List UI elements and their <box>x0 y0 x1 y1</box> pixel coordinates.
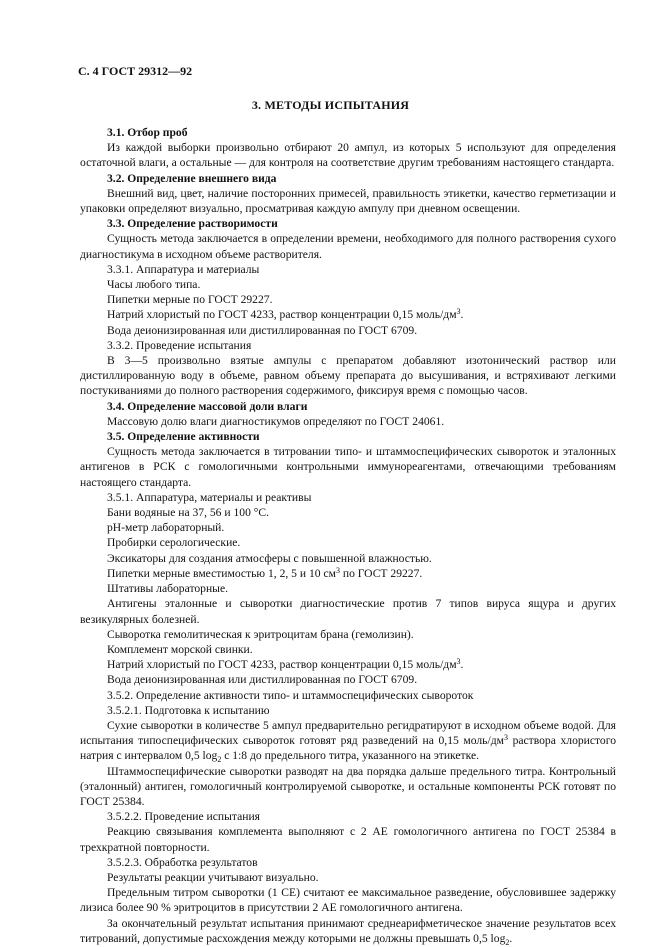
list-item: Эксикаторы для создания атмосферы с повышенной влажностью. <box>107 551 432 565</box>
section-title: 3. МЕТОДЫ ИСПЫТАНИЯ <box>251 98 410 112</box>
clause-heading: 3.5.2.1. Подготовка к испытанию <box>107 703 270 717</box>
list-item: Комплемент морской свинки. <box>107 642 253 656</box>
paragraph-procedure: Реакцию связывания комплемента выполняют с 2 АЕ гомологичного антигена по ГОСТ 25384 в трехкратной повторности. <box>80 825 616 854</box>
list-item: Вода деионизированная или дистиллированная по ГОСТ 6709. <box>107 323 418 337</box>
subsection-heading-appearance: 3.2. Определение внешнего вида <box>107 171 277 185</box>
paragraph-moisture: Массовую долю влаги диагностикумов определяют по ГОСТ 24061. <box>107 414 445 428</box>
paragraph-solubility-method: Сущность метода заключается в определении времени, необходимого для полного растворения сухого диагностикума в исходном объеме растворителя. <box>80 232 616 261</box>
document-body <box>80 125 616 946</box>
page-header: С. 4 ГОСТ 29312—92 <box>78 64 193 78</box>
list-item: Часы любого типа. <box>107 278 201 292</box>
clause-heading: 3.5.2.2. Проведение испытания <box>107 810 260 824</box>
clause-heading: 3.3.2. Проведение испытания <box>107 338 252 352</box>
paragraph-preparation: Сухие сыворотки в количестве 5 ампул предварительно регидратируют в исходном объеме водой. Для испытания типоспецифических сывороток готовят ряд разведений на 0,15 моль/$дм^3$ раствора хлористого натрия с интервалом 0,5 $\log_2 с$ 1:8 до предельного титра, указанного на этикетке. <box>80 718 616 765</box>
list-item: Пробирки серологические. <box>107 536 241 550</box>
paragraph-titer-definition: Предельным титром сыворотки (1 СЕ) считают ее максимальное разведение, обусловившее задержку лизиса более 90 % эритроцитов в присутствии 2 АЕ гомологичного антигена. <box>80 886 616 915</box>
paragraph-results: Результаты реакции учитывают визуально. <box>107 870 319 884</box>
clause-heading: 3.5.2.3. Обработка результатов <box>107 855 258 869</box>
subsection-heading-moisture: 3.4. Определение массовой доли влаги <box>107 399 308 413</box>
subsection-heading-sampling: 3.1. Отбор проб <box>107 126 188 139</box>
clause-heading: 3.5.2. Определение активности типо- и штаммоспецифических сывороток <box>107 688 474 702</box>
list-item: Натрий хлористый по ГОСТ 4233, раствор концентрации 0,15 моль/$дм^3$. <box>107 657 464 672</box>
paragraph-final-result: За окончательный результат испытания принимают среднеарифметическое значение результатов всех титрований, допустимые расхождения между которыми не должны превышать 0,5 $\log_2$. <box>80 916 616 947</box>
list-item: Штативы лабораторные. <box>107 582 228 596</box>
clause-heading: 3.5.1. Аппаратура, материалы и реактивы <box>107 490 312 504</box>
list-item: Антигены эталонные и сыворотки диагностические против 7 типов вируса ящура и других везикулярных болезней. <box>80 597 616 626</box>
list-item: Пипетки мерные вместимостью 1, 2, 5 и 10 $см^3$ по ГОСТ 29227. <box>107 565 423 580</box>
list-item: Вода деионизированная или дистиллированная по ГОСТ 6709. <box>107 673 418 687</box>
paragraph-solubility-procedure: В 3—5 произвольно взятые ампулы с препаратом добавляют изотонический раствор или дистиллированную воду в объеме, равном объему препарата до высушивания, и встряхивают легкими постукиваниями до полного растворения содержимого, фиксируя время с помощью часов. <box>80 354 616 398</box>
subsection-heading-activity: 3.5. Определение активности <box>107 430 260 444</box>
subsection-heading-solubility: 3.3. Определение растворимости <box>107 217 278 231</box>
paragraph-strain-dilution: Штаммоспецифические сыворотки разводят на два порядка дальше предельного титра. Контрольный (эталонный) антиген, гомологичный контролируемой сыворотке, и остальные компоненты РСК готовят по ГОСТ 25384. <box>80 764 616 808</box>
list-item: Бани водяные на 37, 56 и 100 °С. <box>107 506 270 520</box>
list-item: Сыворотка гемолитическая к эритроцитам брана (гемолизин). <box>107 627 414 641</box>
list-item: рН-метр лабораторный. <box>107 521 225 535</box>
list-item: Натрий хлористый по ГОСТ 4233, раствор концентрации 0,15 моль/$дм^3$. <box>107 307 464 322</box>
paragraph-appearance: Внешний вид, цвет, наличие посторонних примесей, правильность этикетки, качество герметизации и упаковки определяют визуально, просматривая каждую ампулу при дневном освещении. <box>80 186 616 216</box>
list-item: Пипетки мерные по ГОСТ 29227. <box>107 293 273 307</box>
paragraph-sampling: Из каждой выборки произвольно отбирают 20 ампул, из которых 5 используют для определения остаточной влаги, а остальные — для контроля на соответствие другим требованиям настоящего стандарта. <box>80 141 616 170</box>
paragraph-activity-method: Сущность метода заключается в титровании типо- и штаммоспецифических сывороток и эталонных антигенов в РСК с гомологичными контрольными иммунореагентами, отвечающими требованиям настоящего стандарта. <box>80 445 616 489</box>
clause-heading: 3.3.1. Аппаратура и материалы <box>107 262 260 276</box>
